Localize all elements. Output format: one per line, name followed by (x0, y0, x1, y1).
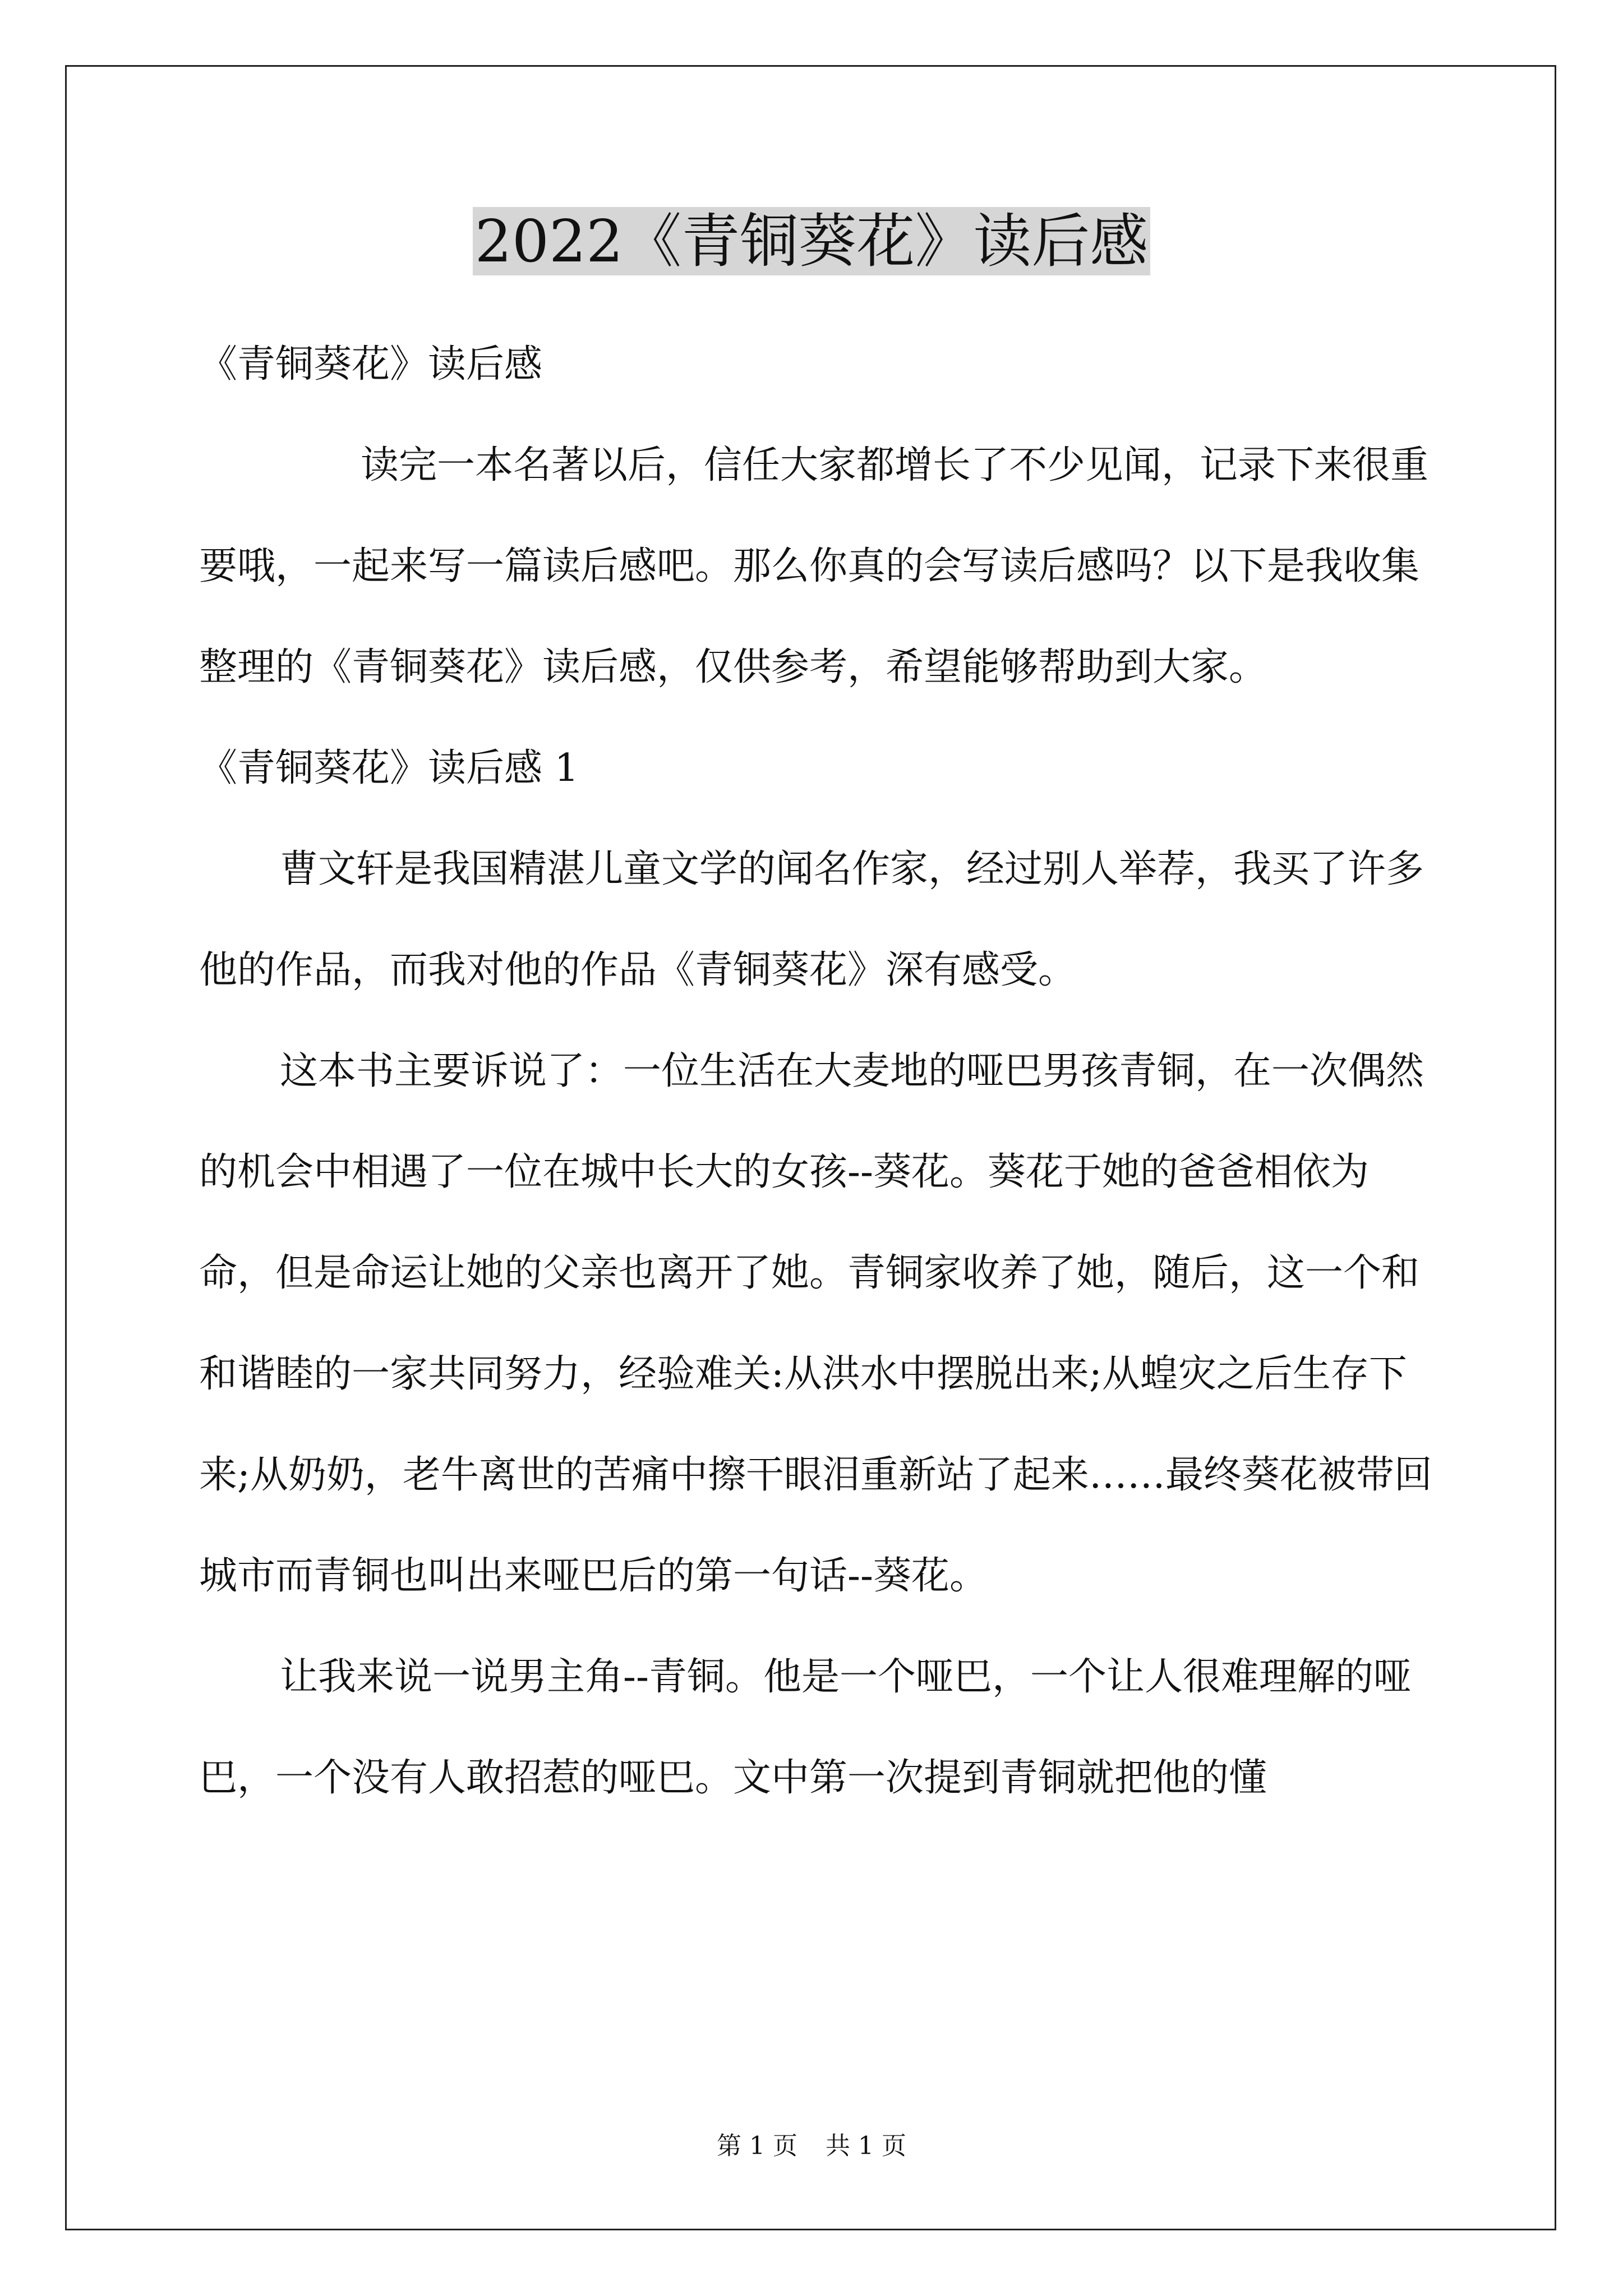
body-paragraph-3: 让我来说一说男主角--青铜。他是一个哑巴，一个让人很难理解的哑巴，一个没有人敢招惹的哑巴。文中第一次提到青铜就把他的懂 (199, 1655, 1412, 1800)
page-footer (0, 2129, 1623, 2163)
page-number: 第 1 页 (717, 2132, 797, 2160)
document-body (199, 314, 1438, 1829)
body-paragraph-1: 曹文轩是我国精湛儿童文学的闻名作家，经过别人举荐，我买了许多他的作品，而我对他的作品《青铜葵花》深有感受。 (199, 847, 1424, 992)
section-heading-main: 《青铜葵花》读后感 (199, 342, 543, 386)
page-total: 共 1 页 (826, 2132, 906, 2160)
section-heading-1: 《青铜葵花》读后感 1 (199, 746, 579, 790)
document-title (0, 199, 1623, 283)
intro-paragraph: 读完一本名著以后，信任大家都增长了不少见闻，记录下来很重要哦，一起来写一篇读后感吧。那么你真的会写读后感吗？以下是我收集整理的《青铜葵花》读后感，仅供参考，希望能够帮助到大家。 (199, 443, 1429, 689)
document-title-text: 2022《青铜葵花》读后感 (473, 207, 1151, 275)
body-paragraph-2: 这本书主要诉说了：一位生活在大麦地的哑巴男孩青铜，在一次偶然的机会中相遇了一位在城中长大的女孩--葵花。葵花于她的爸爸相依为命，但是命运让她的父亲也离开了她。青铜家收养了她，随后，这一个和和谐睦的一家共同努力，经验难关:从洪水中摆脱出来;从蝗灾之后生存下来;从奶奶，老牛离世的苦痛中擦干眼泪重新站了起来……最终葵花被带回城市而青铜也叫出来哑巴后的第一句话--葵花。 (199, 1049, 1432, 1598)
